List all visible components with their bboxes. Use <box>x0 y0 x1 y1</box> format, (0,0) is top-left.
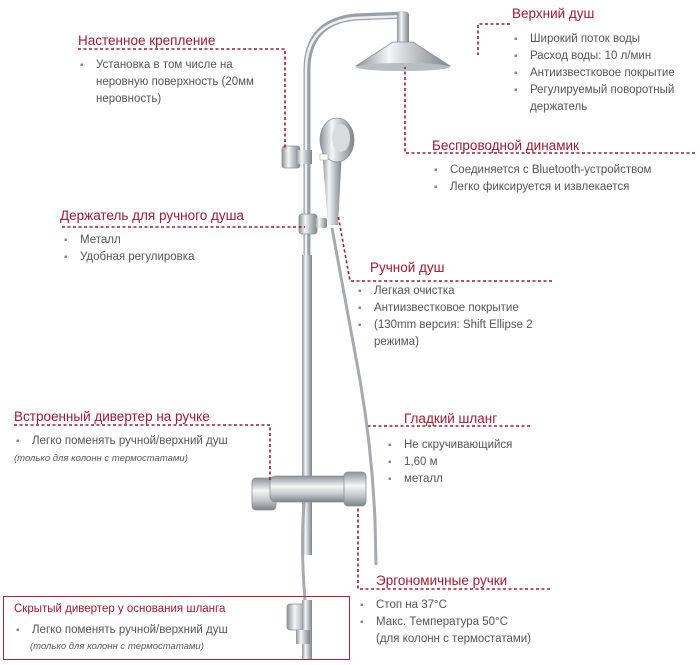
wall-mount-title: Настенное крепление <box>78 33 216 48</box>
diverter-list <box>14 433 279 450</box>
list-item: ▪ Расход воды: 10 л/мин <box>512 48 698 65</box>
hidden-diverter-title: Скрытый дивертер у основания шланга <box>14 603 226 615</box>
hose-list <box>386 437 586 488</box>
list-item: ▪ Легко фиксируется и извлекается <box>432 179 656 196</box>
list-item: ▪ металл <box>386 471 586 488</box>
hand-shower-title: Ручной душ <box>370 260 445 275</box>
hidden-diverter-note: (только для колонн с термостатами) <box>30 641 204 652</box>
list-item: ▪ Широкий поток воды <box>512 31 698 48</box>
top-shower-head <box>356 12 450 71</box>
holder-title: Держатель для ручного душа <box>60 208 244 223</box>
list-item: ▪ Легко поменять ручной/верхний душ <box>14 433 279 450</box>
list-item: ▪ Регулируемый поворотный держатель <box>512 82 698 116</box>
list-item: ▪ Антиизвестковое покрытие <box>356 300 571 317</box>
speaker-title: Беспроводной динамик <box>432 138 579 153</box>
list-item: ▪ Не скручивающийся <box>386 437 586 454</box>
list-item: ▪ Антиизвестковое покрытие <box>512 65 698 82</box>
leader-top-shower <box>478 24 510 55</box>
list-item: ▪ Установка в том числе на неровную поверхность (20мм неровность) <box>78 57 273 108</box>
handles-title: Эргономичные ручки <box>376 573 508 588</box>
diverter-title: Встроенный дивертер на ручке <box>14 409 210 424</box>
list-item: ▪ Металл <box>62 232 262 249</box>
top-shower-list <box>512 31 698 116</box>
list-item: ▪ (130mm версия: Shift Ellipse 2 режима) <box>356 317 571 351</box>
speaker-list <box>432 162 656 196</box>
wall-mount-list <box>78 57 273 108</box>
list-item: ▪ 1,60 м <box>386 454 586 471</box>
hose-title: Гладкий шланг <box>404 411 498 426</box>
holder-list <box>62 232 262 266</box>
list-item: ▪ Соединяется с Bluetooth-устройством <box>432 162 656 179</box>
top-shower-title: Верхний душ <box>512 6 595 21</box>
list-item: ▪ Легко поменять ручной/верхний душ <box>14 622 274 639</box>
hidden-diverter-list <box>14 622 274 639</box>
handles-note: (для колонн с термостатами) <box>376 633 532 645</box>
handles-list <box>358 597 578 631</box>
list-item: ▪ Удобная регулировка <box>62 249 262 266</box>
list-item: ▪ Стоп на 37°C <box>358 597 578 614</box>
hand-shower <box>320 118 354 225</box>
diverter-note: (только для колонн с термостатами) <box>14 453 188 464</box>
list-item: ▪ Макс. Температура 50°C <box>358 614 578 631</box>
list-item: ▪ Легкая очистка <box>356 283 571 300</box>
hose <box>332 228 376 565</box>
hand-shower-list <box>356 283 571 351</box>
hand-shower-slider <box>299 214 317 234</box>
